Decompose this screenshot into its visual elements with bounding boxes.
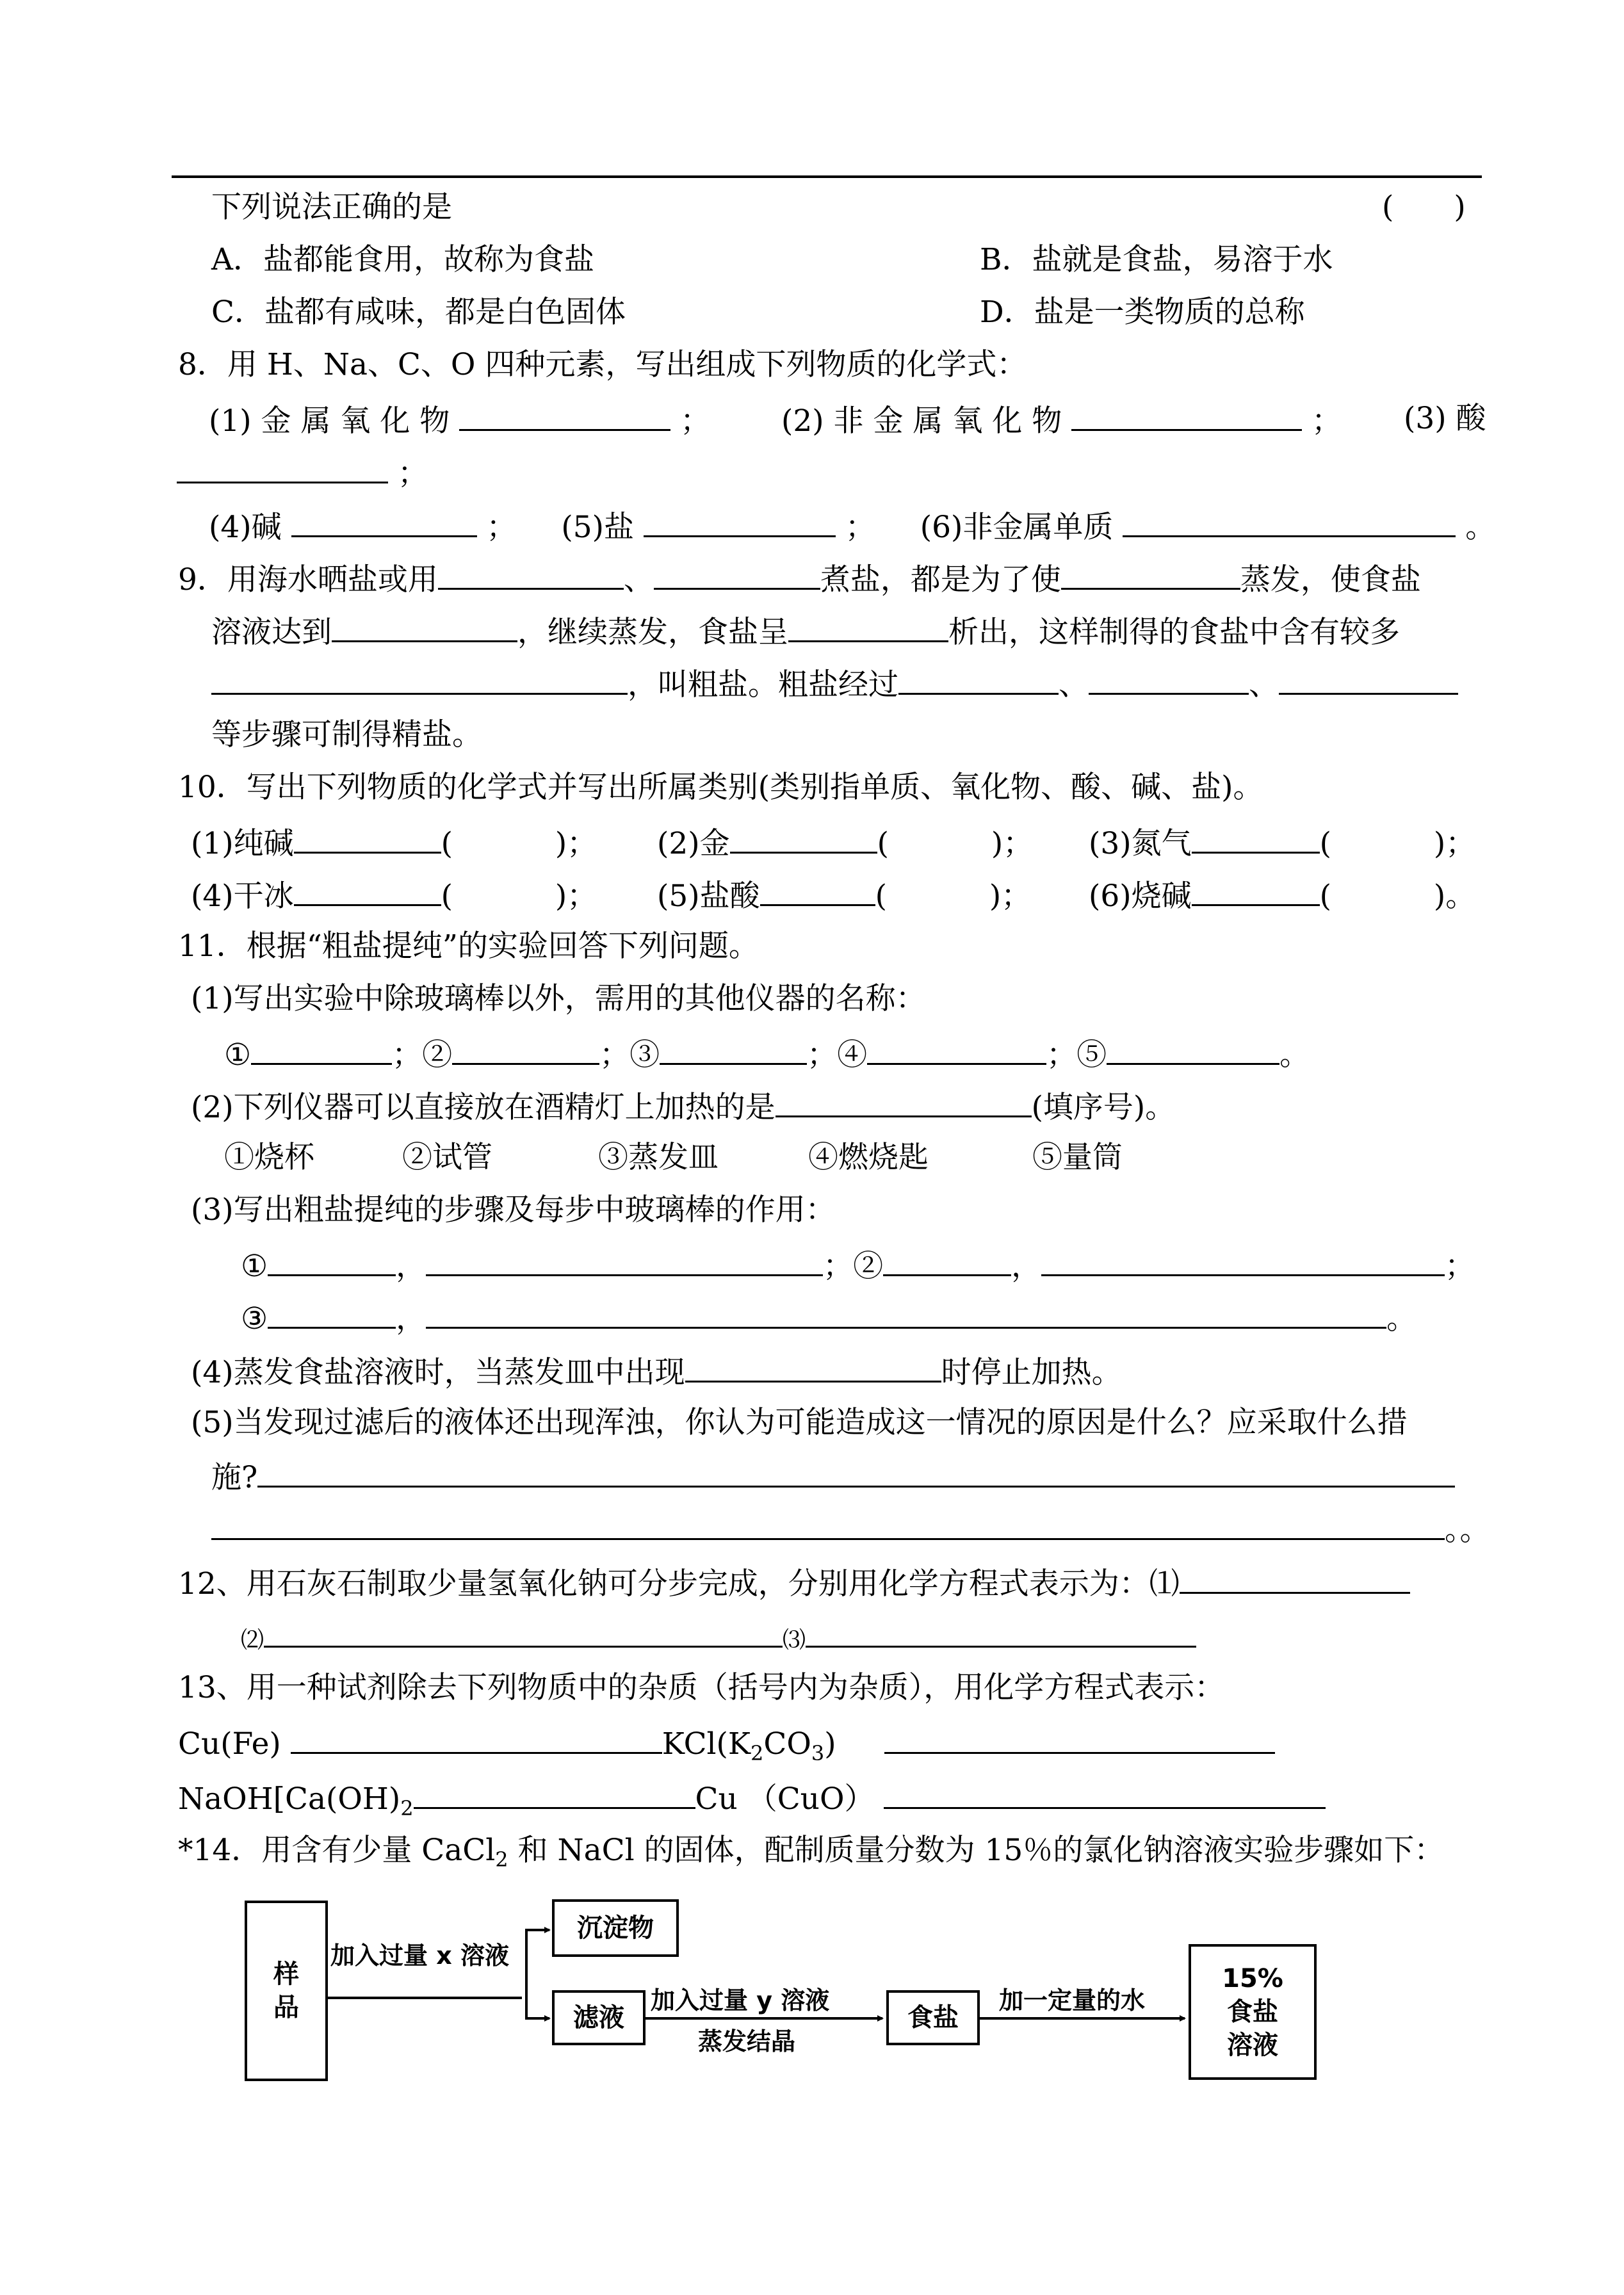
q9-text: 溶液达到 [211, 615, 332, 650]
q7-answer-paren: ( ) [1382, 190, 1466, 225]
arrow1-label: 加入过量 x 溶液 [330, 1942, 509, 1970]
q11-text: (填序号)。 [1031, 1090, 1176, 1125]
q11-text: 施? [211, 1460, 258, 1495]
q8-end: 。 [1465, 510, 1496, 545]
q9-text: ，继续蒸发，食盐呈 [517, 615, 788, 650]
q10-label: (1)纯碱 [191, 826, 294, 861]
q8-semi: ； [1311, 403, 1342, 439]
q10-paren: ( [441, 826, 453, 861]
q11-semi: ； [807, 1037, 838, 1073]
q13-label: KCl(K [662, 1726, 751, 1762]
q9-text: 蒸发，使食盐 [1240, 562, 1421, 597]
final-solution-box: 15% 食盐 溶液 [1189, 1944, 1317, 2080]
q10-paren: )； [555, 879, 597, 914]
q11-semi: ； [392, 1037, 423, 1073]
q9-text: 、 [1059, 667, 1089, 702]
q11-circle: ③ [629, 1037, 660, 1073]
q13-label: ) [824, 1726, 836, 1762]
q11-option-2: ②试管 [402, 1140, 492, 1175]
q13-label: NaOH[Ca(OH) [178, 1781, 401, 1817]
q8-semi: ； [680, 403, 711, 439]
q11-circle: ④ [837, 1037, 868, 1073]
q11-circle: ② [853, 1249, 884, 1284]
q11-text: (4)蒸发食盐溶液时，当蒸发皿中出现 [191, 1355, 685, 1390]
q11-sub5-line1: (5)当发现过滤后的液体还出现浑浊，你认为可能造成这一情况的原因是什么？应采取什么措 [191, 1405, 1408, 1440]
q11-option-3: ③蒸发皿 [598, 1140, 719, 1175]
q11-comma: ， [396, 1301, 426, 1336]
q10-paren: ( [1319, 879, 1331, 914]
q10-label: (5)盐酸 [657, 879, 760, 914]
q11-circle: ⑤ [1076, 1037, 1107, 1073]
q9-text: ，叫粗盐。粗盐经过 [628, 667, 898, 702]
q10-paren: )。 [1433, 879, 1476, 914]
q11-circle: ③ [241, 1301, 268, 1336]
q7-option-a: A．盐都能食用，故称为食盐 [211, 242, 594, 277]
q8-part2-label: (2) 非 金 属 氧 化 物 [781, 403, 1062, 439]
q8-semi: ； [486, 510, 517, 545]
q13-subscript: 2 [751, 1741, 764, 1765]
q9-text: 、 [623, 562, 654, 597]
q11-text: 时停止加热。 [941, 1355, 1122, 1390]
q8-stem: 8．用 H、Na、C、O 四种元素，写出组成下列物质的化学式： [178, 347, 1027, 382]
q7-option-d: D．盐是一类物质的总称 [980, 295, 1305, 330]
q13-label: Cu （CuO） [695, 1781, 875, 1817]
q13-label: Cu(Fe) [178, 1726, 281, 1762]
q10-label: (4)干冰 [191, 879, 294, 914]
filtrate-box: 滤液 [552, 1990, 646, 2045]
q8-part5-label: (5)盐 [561, 510, 634, 545]
q10-label: (3)氮气 [1089, 826, 1192, 861]
q8-part4-label: (4)碱 [209, 510, 282, 545]
q9-text: 煮盐，都是为了使 [820, 562, 1061, 597]
q11-comma: ， [396, 1249, 426, 1284]
q7-option-c: C．盐都有咸味，都是白色固体 [211, 295, 626, 330]
q8-part1-label: (1) 金 属 氧 化 物 [209, 403, 450, 439]
q11-text: (2)下列仪器可以直接放在酒精灯上加热的是 [191, 1090, 775, 1125]
q11-end: 。 [1279, 1037, 1310, 1073]
sample-box: 样 品 [245, 1901, 328, 2081]
q11-stem: 11．根据“粗盐提纯”的实验回答下列问题。 [178, 929, 759, 964]
q7-option-b: B．盐就是食盐，易溶于水 [980, 242, 1333, 277]
q11-option-5: ⑤量筒 [1032, 1140, 1123, 1175]
salt-box: 食盐 [886, 1990, 980, 2045]
arrow2-label-bottom: 蒸发结晶 [698, 2027, 796, 2056]
q11-sub3: (3)写出粗盐提纯的步骤及每步中玻璃棒的作用： [191, 1192, 836, 1228]
precipitate-box: 沉淀物 [552, 1899, 679, 1957]
q13-subscript: 2 [400, 1796, 414, 1821]
q11-semi: ； [599, 1037, 630, 1073]
q13-subscript: 3 [811, 1741, 825, 1765]
q8-part6-label: (6)非金属单质 [920, 510, 1114, 545]
q10-paren: )； [991, 826, 1034, 861]
q8-semi: ； [845, 510, 875, 545]
arrow2-label-top: 加入过量 y 溶液 [651, 1986, 830, 2015]
q11-semi: ； [1046, 1037, 1077, 1073]
q10-label: (6)烧碱 [1089, 879, 1192, 914]
q9-line4: 等步骤可制得精盐。 [211, 717, 482, 752]
q7-stem: 下列说法正确的是 [211, 190, 452, 225]
q14-subscript: 2 [495, 1847, 508, 1872]
q10-paren: ( [877, 826, 889, 861]
q12-text: ⑵ [241, 1627, 264, 1653]
q11-circle: ② [422, 1037, 453, 1073]
q11-end: 。。 [1445, 1512, 1490, 1548]
q10-paren: ( [441, 879, 453, 914]
q14-text: 和 NaCl 的固体，配制质量分数为 15％的氯化钠溶液实验步骤如下： [508, 1833, 1445, 1868]
q10-paren: )； [555, 826, 597, 861]
arrow3-label: 加一定量的水 [999, 1986, 1146, 2015]
q14-text: *14．用含有少量 CaCl [178, 1833, 496, 1868]
q11-end: 。 [1386, 1301, 1417, 1336]
q12-text: 12、用石灰石制取少量氢氧化钠可分步完成，分别用化学方程式表示为：⑴ [178, 1566, 1180, 1602]
q11-circle: ① [224, 1037, 252, 1073]
q8-semi: ； [397, 456, 428, 491]
q11-semi: ； [823, 1249, 854, 1284]
q9-text: 9．用海水晒盐或用 [178, 562, 438, 597]
q11-circle: ① [241, 1249, 268, 1284]
q11-option-1: ①烧杯 [224, 1140, 314, 1175]
q13-label: CO [763, 1726, 811, 1762]
q11-option-4: ④燃烧匙 [808, 1140, 929, 1175]
q13-stem: 13、用一种试剂除去下列物质中的杂质（括号内为杂质），用化学方程式表示： [178, 1670, 1225, 1705]
q10-paren: ( [875, 879, 887, 914]
q11-sub1: (1)写出实验中除玻璃棒以外，需用的其他仪器的名称： [191, 981, 926, 1016]
q11-semi: ； [1445, 1249, 1475, 1284]
q10-stem: 10．写出下列物质的化学式并写出所属类别(类别指单质、氧化物、酸、碱、盐)。 [178, 770, 1263, 805]
q10-paren: )； [1433, 826, 1476, 861]
q11-comma: ， [1011, 1249, 1042, 1284]
q10-label: (2)金 [657, 826, 730, 861]
q9-text: 析出，这样制得的食盐中含有较多 [948, 615, 1400, 650]
q12-text: ⑶ [783, 1627, 806, 1653]
q9-text: 、 [1249, 667, 1279, 702]
q8-part3-label: (3) 酸 [1404, 401, 1486, 436]
q10-paren: ( [1319, 826, 1331, 861]
q10-paren: )； [989, 879, 1032, 914]
